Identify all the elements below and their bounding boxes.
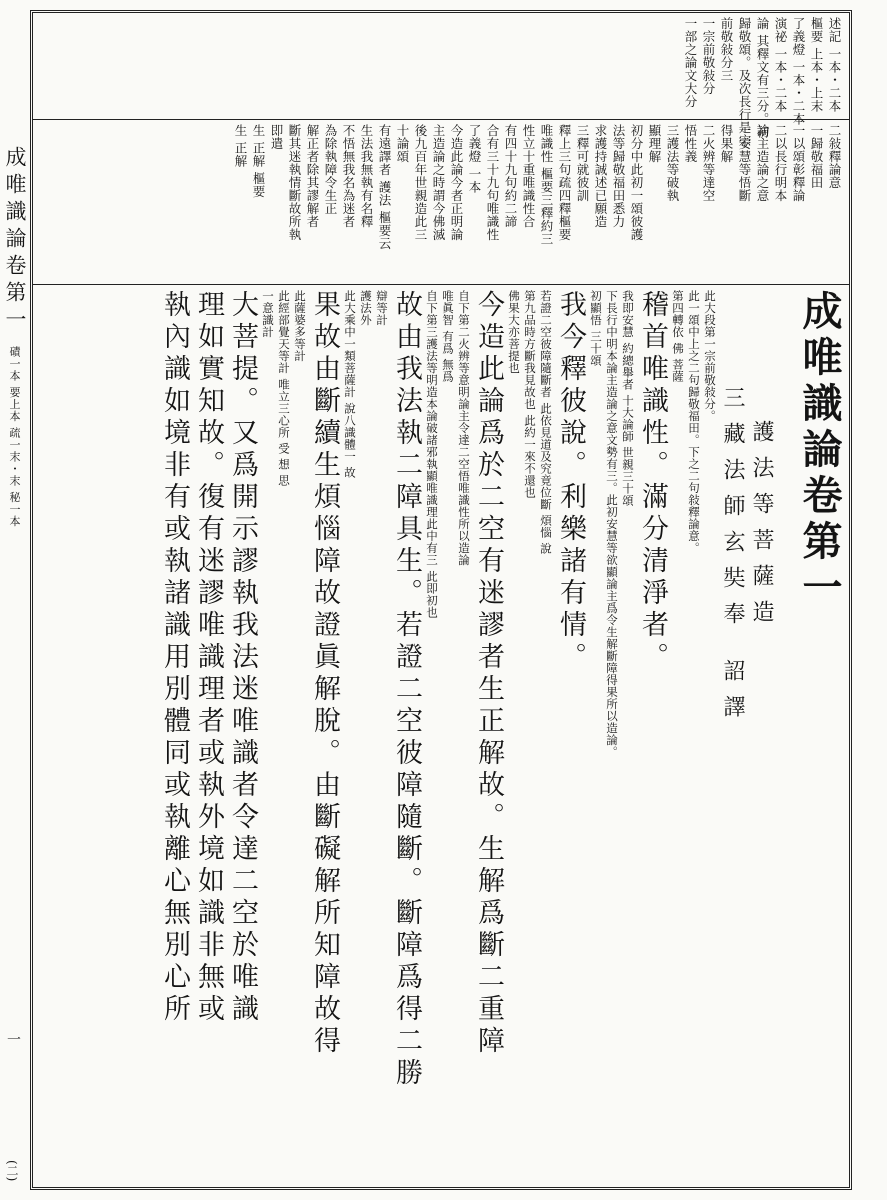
header-top-col: 了義燈 一本・二本 xyxy=(791,17,806,126)
main-text xyxy=(33,286,849,1186)
body-text-col: 果故由斷續生煩惱障故證眞解脫。由斷礙解所知障故得 xyxy=(309,290,340,1058)
header-commentary-col: 求護持誠述已願造 xyxy=(593,124,608,228)
translator-name: 三藏法師玄奘奉 詔譯 xyxy=(720,386,745,731)
margin-page-number: (二) xyxy=(5,1160,19,1182)
header-commentary-col: 即遣 xyxy=(269,124,284,150)
header-commentary-col: 性立十重唯識性合 xyxy=(521,124,536,228)
commentary-col: 唯眞智 有爲 無爲 xyxy=(441,290,455,383)
header-top-col: 論 其釋文有三分。初 xyxy=(755,17,770,139)
author-name: 護法等菩薩造 xyxy=(749,420,774,636)
header-commentary-col: 三釋可就彼訓 xyxy=(575,124,590,202)
margin-title: 成唯識論卷第一 xyxy=(3,146,27,335)
commentary-col: 此大段第一宗前敬敍分。 xyxy=(703,290,717,422)
body-text-col: 今造此論爲於二空有迷謬者生正解故。生解爲斷二重障 xyxy=(473,290,504,1058)
scroll-title: 成唯識論卷第一 xyxy=(796,290,843,612)
commentary-col: 此大乘中一類菩薩計 說八識體一 故 xyxy=(343,290,357,479)
header-commentary-col: 不悟無我名為迷者 xyxy=(341,124,356,228)
commentary-col: 佛果大亦菩提也 xyxy=(507,290,521,374)
margin-page-label: 一 xyxy=(5,1032,21,1046)
header-top-col: 歸敬頌。及次長行是宗 xyxy=(737,17,752,147)
header-commentary-col: 唯識性 樞要三釋約三 xyxy=(539,124,554,246)
left-margin xyxy=(0,10,30,1190)
header-commentary-col: 一安慧等悟斷 xyxy=(737,124,752,202)
header-commentary-col: 生 正解 xyxy=(233,124,248,168)
commentary-col: 此一頌中上之二句歸敬福田。下之二句敍釋論意。 xyxy=(687,290,701,554)
header-top-col: 演祕 一本・二本 xyxy=(773,17,788,113)
header-commentary-col: 二敍釋論意 xyxy=(827,124,842,189)
header-commentary-col: 十論頌 xyxy=(395,124,410,163)
header-commentary-col: 釋上三句疏四釋樞要 xyxy=(557,124,572,241)
body-text-col: 稽首唯識性。滿分清淨者。 xyxy=(637,290,668,674)
margin-editions: 磧一本 要上本 疏一末・末 秘一本 xyxy=(8,346,21,528)
body-text-col: 理如實知故。復有迷謬唯識理者或執外境如識非無或 xyxy=(193,290,224,1026)
body-text-col: 大菩提。又爲開示謬執我法迷唯識者令達二空於唯識 xyxy=(227,290,258,1026)
author-line xyxy=(748,290,774,1180)
header-commentary-col: 悟性義 xyxy=(683,124,698,163)
header-commentary-col: 了義燈 一本 xyxy=(467,124,482,194)
header-top-col: 樞要 上本・上末 xyxy=(809,17,824,113)
commentary-col: 我即安慧 約總舉者 十大論師 世親三十頌 xyxy=(621,290,635,507)
commentary-col: 護法外 xyxy=(359,290,373,326)
header-commentary-band xyxy=(33,120,849,285)
header-commentary-col: 斷其迷執情斷故所執 xyxy=(287,124,302,241)
header-commentary-col: 三護法等破執 xyxy=(665,124,680,202)
commentary-col: 自下第二火辨等意明論主令達二空悟唯識性所以造論 xyxy=(457,290,471,566)
header-commentary-col: 有四十九句約二諦 xyxy=(503,124,518,228)
body-text-col: 故由我法執二障具生。若證二空彼障隨斷。斷障爲得二勝 xyxy=(391,290,422,1090)
header-commentary-col: 二以長行明本 xyxy=(773,124,788,202)
commentary-col: 自下第三護法等明造本論破諸邪執顯唯識理此中有三 此即初也 xyxy=(425,290,439,619)
header-commentary-col: 生 正解 樞要 xyxy=(251,124,266,198)
translator-line xyxy=(719,290,745,1180)
header-commentary-col: 一歸敬福田 xyxy=(809,124,824,189)
commentary-col: 此經部覺天等計 唯立三心所 受 想 思 xyxy=(277,290,291,487)
commentary-col: 下長行中明本論主造論之意文勢有三。此初安慧等欲顯論主爲令生解斷障得果所以造論。 xyxy=(605,290,619,758)
header-commentary-col: 論主造論之意 xyxy=(755,124,770,202)
header-commentary-col: 今造此論今者正明論 xyxy=(449,124,464,241)
header-top-col: 述記 一本・二本 xyxy=(827,17,842,113)
header-commentary-col: 得果解 xyxy=(719,124,734,163)
header-commentary-col: 為除執障令生正 xyxy=(323,124,338,215)
commentary-col: 第九品時方斷我見故也 此約一來不還也 xyxy=(523,290,537,499)
header-top-col: 一部之論文大分 xyxy=(683,17,698,108)
body-text-col: 執內識如境非有或執諸識用別體同或執離心無別心所 xyxy=(159,290,190,1026)
header-commentary-col: 主造論之時謂今佛滅 xyxy=(431,124,446,241)
header-commentary-col: 後九百年世親造此三 xyxy=(413,124,428,241)
commentary-col: 若證二空彼障隨斷者 此依見道及究竟位斷 煩惱 說 xyxy=(539,290,553,555)
commentary-col: 初顯悟 三十頌 xyxy=(589,290,603,367)
header-commentary-col: 初分中此初一頌彼護 xyxy=(629,124,644,241)
commentary-col: 第四轉依 佛 菩薩 xyxy=(671,290,685,383)
header-commentary-col: 一以頌彰釋論 xyxy=(791,124,806,202)
header-commentary-col: 有遠譯者 護法 樞要云 xyxy=(377,124,392,250)
body-text-col: 我今釋彼說。利樂諸有情。 xyxy=(555,290,586,674)
commentary-col: 辯等計 xyxy=(375,290,389,326)
header-top-col: 一宗前敬敍分 xyxy=(701,17,716,95)
header-commentary-col: 解正者除其謬解者 xyxy=(305,124,320,228)
header-commentary-col: 合有三十九句唯識性 xyxy=(485,124,500,241)
header-top-col: 前敬敍分三 xyxy=(719,17,734,82)
commentary-col: 一意識計 xyxy=(261,290,275,338)
header-commentary-col: 生法我無執有名釋 xyxy=(359,124,374,228)
header-commentary-col: 二火辨等達空 xyxy=(701,124,716,202)
header-commentary-col: 顯理解 xyxy=(647,124,662,163)
commentary-col: 此薩婆多等計 xyxy=(293,290,307,362)
header-commentary-col: 法等歸敬福田悉力 xyxy=(611,124,626,228)
